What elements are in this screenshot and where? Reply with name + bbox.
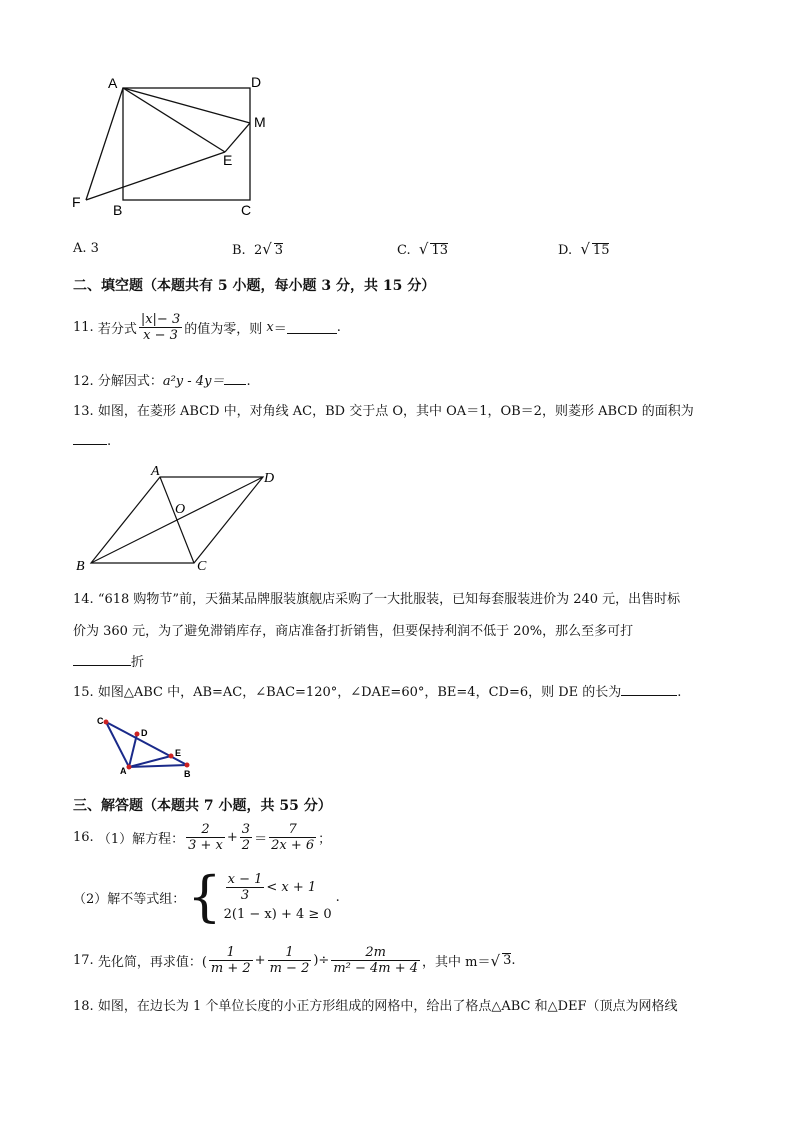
question-11: 11. 若分式 $\frac{|x|- 3}{x - 3}$ 的值为零，则 x ＝ . bbox=[73, 312, 341, 343]
question-17: 17. 先化简，再求值：( $\frac{1}{m + 2}$ + $\frac{1}{m - 2}$ )÷ $\frac{2m}{\text{m² − 4m + 4}}$ ，其中 m＝ √ 3 . bbox=[73, 945, 516, 976]
label-O: O bbox=[175, 502, 186, 517]
question-14-line2: 价为 360 元，为了避免滞销库存，商店准备打折销售，但要保持利润不低于 20%，那么至多可打 bbox=[73, 624, 634, 639]
label-D: D bbox=[264, 471, 275, 486]
question-14-line1: 14. “618 购物节”前，天猫某品牌服装旗舰店采购了一大批服装，已知每套服装进价为 240 元，出售时标 bbox=[73, 592, 681, 607]
option-b: B. 2√ 3 bbox=[232, 240, 284, 258]
label-A: A bbox=[108, 75, 118, 91]
label-D: D bbox=[141, 728, 148, 738]
option-a: A. 3 bbox=[73, 241, 99, 256]
label-E: E bbox=[223, 152, 233, 168]
answer-blank[interactable] bbox=[621, 683, 677, 696]
question-16-part2: （2）解不等式组： { $\frac{x - 1}{3}$ < x + 1 2(1 − x) + 4 ≥ 0 . bbox=[73, 865, 340, 928]
section-heading-fill-in: 二、填空题（本题共有 5 小题，每小题 3 分，共 15 分） bbox=[73, 278, 436, 294]
answer-blank[interactable] bbox=[73, 653, 131, 666]
question-14-answer: 折 bbox=[73, 651, 144, 670]
label-A: A bbox=[151, 464, 160, 479]
option-c: C. √ 13 bbox=[397, 240, 448, 258]
label-A: A bbox=[120, 766, 127, 776]
option-d: D. √ 15 bbox=[558, 240, 610, 258]
label-B: B bbox=[184, 769, 191, 779]
label-E: E bbox=[175, 748, 182, 758]
triangle-figure-q15 bbox=[90, 710, 200, 782]
label-B: B bbox=[76, 559, 85, 574]
label-F: F bbox=[72, 194, 81, 210]
question-13: 13. 如图，在菱形 ABCD 中，对角线 AC，BD 交于点 O，其中 OA＝1，OB＝2，则菱形 ABCD 的面积为 bbox=[73, 404, 694, 419]
question-13-answer: . bbox=[73, 432, 111, 449]
label-C: C bbox=[97, 716, 104, 726]
geometry-figure-q10 bbox=[70, 70, 280, 220]
answer-blank[interactable] bbox=[287, 321, 337, 334]
question-16-part1: 16. （1）解方程： $\frac{2}{3 + x}$ + $\frac{3}{2}$ ＝ $\frac{7}{2x + 6}$ ； bbox=[73, 822, 332, 853]
label-B: B bbox=[113, 202, 123, 218]
question-15: 15. 如图△ABC 中，AB=AC，∠BAC=120°，∠DAE=60°，BE=4，CD=6，则 DE 的长为 . bbox=[73, 685, 682, 700]
answer-blank[interactable] bbox=[224, 372, 246, 385]
question-12: 12. 分解因式：a²y - 4y＝ . bbox=[73, 374, 251, 389]
label-C: C bbox=[197, 559, 207, 574]
label-C: C bbox=[241, 202, 252, 218]
section-heading-solutions: 三、解答题（本题共 7 小题，共 55 分） bbox=[73, 798, 332, 814]
rhombus-figure-q13 bbox=[70, 460, 290, 575]
question-18: 18. 如图，在边长为 1 个单位长度的小正方形组成的网格中，给出了格点△ABC 和△DEF（顶点为网格线 bbox=[73, 999, 678, 1014]
label-D: D bbox=[251, 74, 262, 90]
label-M: M bbox=[254, 114, 266, 130]
answer-blank[interactable] bbox=[73, 432, 107, 445]
